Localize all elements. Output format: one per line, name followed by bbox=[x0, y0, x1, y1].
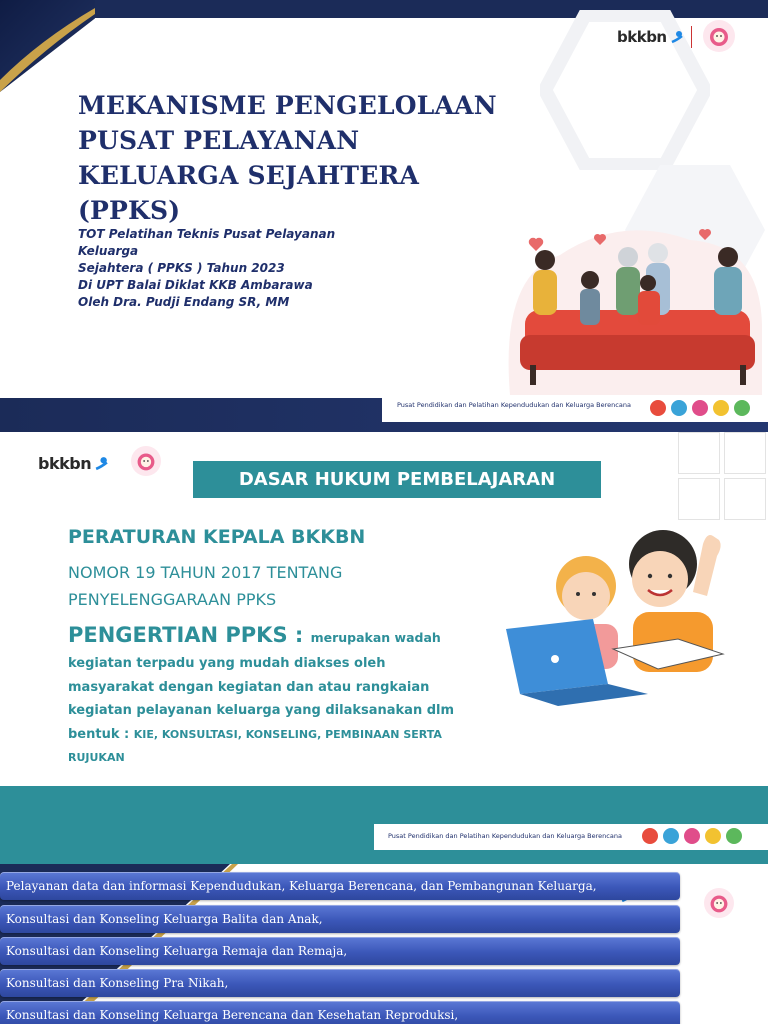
service-list-item: Konsultasi dan Konseling Pra Nikah, bbox=[0, 969, 680, 997]
value-icon-green bbox=[734, 400, 750, 416]
footer-icons bbox=[650, 400, 750, 416]
value-icon-red bbox=[642, 828, 658, 844]
subtitle-line: TOT Pelatihan Teknis Pusat Pelayanan Keluarga bbox=[78, 227, 336, 258]
service-list-item: Konsultasi dan Konseling Keluarga Remaja dan Remaja, bbox=[0, 937, 680, 965]
definition-line: kegiatan pelayanan keluarga yang dilaksanakan dlm bbox=[68, 703, 455, 718]
service-list-item: Konsultasi dan Konseling Keluarga Berencana dan Kesehatan Reproduksi, bbox=[0, 1001, 680, 1024]
bkkbn-logo-text: bkkbn bbox=[617, 28, 667, 46]
value-icon-yellow bbox=[705, 828, 721, 844]
footer-org-text: Pusat Pendidikan dan Pelatihan Kependudukan dan Keluarga Berencana bbox=[397, 401, 631, 409]
logo-mark-icon bbox=[94, 456, 109, 471]
definition-first: merupakan wadah bbox=[310, 630, 441, 645]
title-line: MEKANISME PENGELOLAAN bbox=[78, 91, 497, 120]
footer-icons bbox=[642, 828, 742, 844]
bkkbn-logo bbox=[617, 26, 692, 48]
definition-label: PENGERTIAN PPKS : bbox=[68, 623, 304, 647]
regulation-title: PERATURAN KEPALA BKKBN bbox=[68, 526, 366, 548]
logo-mark-icon bbox=[670, 30, 684, 44]
value-icon-pink bbox=[692, 400, 708, 416]
definition-tail: RUJUKAN bbox=[68, 751, 125, 764]
regulation-subtitle-line: PENYELENGGARAAN PPKS bbox=[68, 590, 277, 609]
title-line: PUSAT PELAYANAN bbox=[78, 126, 360, 155]
study-illustration bbox=[498, 524, 760, 709]
regulation-subtitle bbox=[68, 559, 428, 613]
definition-heading bbox=[68, 623, 441, 647]
value-icon-blue bbox=[671, 400, 687, 416]
slide-subtitle bbox=[78, 226, 378, 311]
regulation-subtitle-line: NOMOR 19 TAHUN 2017 TENTANG bbox=[68, 563, 343, 582]
definition-line: kegiatan terpadu yang mudah diakses oleh bbox=[68, 656, 386, 671]
subtitle-line: Oleh Dra. Pudji Endang SR, MM bbox=[78, 295, 290, 309]
service-list-item: Konsultasi dan Konseling Keluarga Balita dan Anak, bbox=[0, 905, 680, 933]
value-icon-pink bbox=[684, 828, 700, 844]
slide-title-text bbox=[78, 88, 518, 228]
slide-legal-basis bbox=[0, 432, 768, 864]
subtitle-line: Sejahtera ( PPKS ) Tahun 2023 bbox=[78, 261, 285, 275]
value-icon-red bbox=[650, 400, 666, 416]
value-icon-yellow bbox=[713, 400, 729, 416]
value-icon-blue bbox=[663, 828, 679, 844]
grid-decoration bbox=[678, 432, 768, 522]
definition-line bbox=[68, 723, 478, 747]
section-header: DASAR HUKUM PEMBELAJARAN bbox=[238, 469, 556, 490]
mascot-logo-icon bbox=[703, 20, 735, 52]
footer-org-text: Pusat Pendidikan dan Pelatihan Kependudukan dan Keluarga Berencana bbox=[388, 832, 622, 840]
definition-rest: KIE, KONSULTASI, KONSELING, PEMBINAAN SERTA bbox=[133, 727, 442, 741]
definition-body bbox=[68, 652, 478, 770]
subtitle-line: Di UPT Balai Diklat KKB Ambarawa bbox=[78, 278, 313, 292]
title-line: (PPKS) bbox=[78, 196, 181, 225]
service-list-item: Pelayanan data dan informasi Kependudukan, Keluarga Berencana, dan Pembangunan Keluarga, bbox=[0, 872, 680, 900]
definition-lead: bentuk : bbox=[68, 726, 130, 742]
definition-line: masyarakat dengan kegiatan dan atau rangkaian bbox=[68, 679, 430, 695]
slide-title bbox=[0, 0, 768, 432]
title-line: KELUARGA SEJAHTERA bbox=[78, 161, 420, 190]
gold-swoosh-decoration bbox=[0, 0, 95, 92]
mascot-logo-icon bbox=[131, 446, 161, 476]
family-illustration bbox=[500, 215, 768, 395]
bkkbn-logo bbox=[38, 454, 109, 473]
bkkbn-logo-text: bkkbn bbox=[38, 454, 92, 473]
mascot-logo-icon bbox=[704, 888, 734, 918]
value-icon-green bbox=[726, 828, 742, 844]
slide-services-list bbox=[0, 864, 768, 1024]
